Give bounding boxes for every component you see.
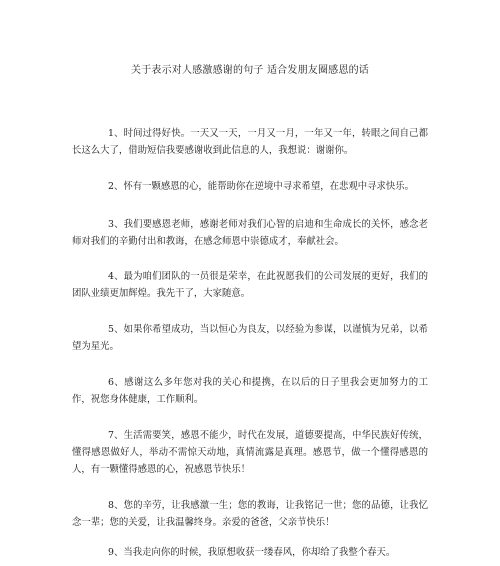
- paragraph-2: 2、怀有一颗感恩的心，能帮助你在逆境中寻求希望，在悲观中寻求快乐。: [108, 181, 414, 192]
- paragraph-4: 4、最为咱们团队的一员很是荣幸，在此祝愿我们的公司发展的更好，我们的团队业绩更加辉煌。我先干了，大家随意。: [72, 271, 428, 299]
- paragraph-5: 5、如果你希望成功，当以恒心为良友，以经验为参谋，以谨慎为兄弟，以希望为星光。: [72, 324, 428, 352]
- paragraph-1: 1、时间过得好快。一天又一天，一月又一月，一年又一年，转眼之间自己都长这么大了，借助短信我要感谢收到此信息的人，我想说：谢谢你。: [72, 128, 428, 156]
- document-title: 关于表示对人感激感谢的句子 适合发朋友圈感恩的话: [131, 65, 369, 76]
- paragraph-9: 9、当我走向你的时候，我原想收获一缕春风，你却给了我整个春天。: [108, 547, 396, 558]
- paragraph-6: 6、感谢这么多年您对我的关心和提携，在以后的日子里我会更加努力的工作，祝您身体健康，工作顺利。: [72, 377, 428, 405]
- paragraph-7: 7、生活需要笑，感恩不能少，时代在发展，道德要提高，中华民族好传统，懂得感恩做好人，举动不需惊天动地，真情流露是真理。感恩节，做一个懂得感恩的人，有一颗懂得感恩的心，祝感恩节快乐！: [72, 430, 428, 475]
- paragraph-3: 3、我们要感恩老师，感谢老师对我们心智的启迪和生命成长的关怀，感念老师对我们的辛勤付出和教诲，在感念师恩中崇德成才，奉献社会。: [72, 219, 428, 247]
- paragraph-8: 8、您的辛劳，让我感激一生；您的教诲，让我铭记一世；您的品德，让我忆念一辈；您的关爱，让我温馨终身。亲爱的爸爸，父亲节快乐！: [72, 500, 428, 528]
